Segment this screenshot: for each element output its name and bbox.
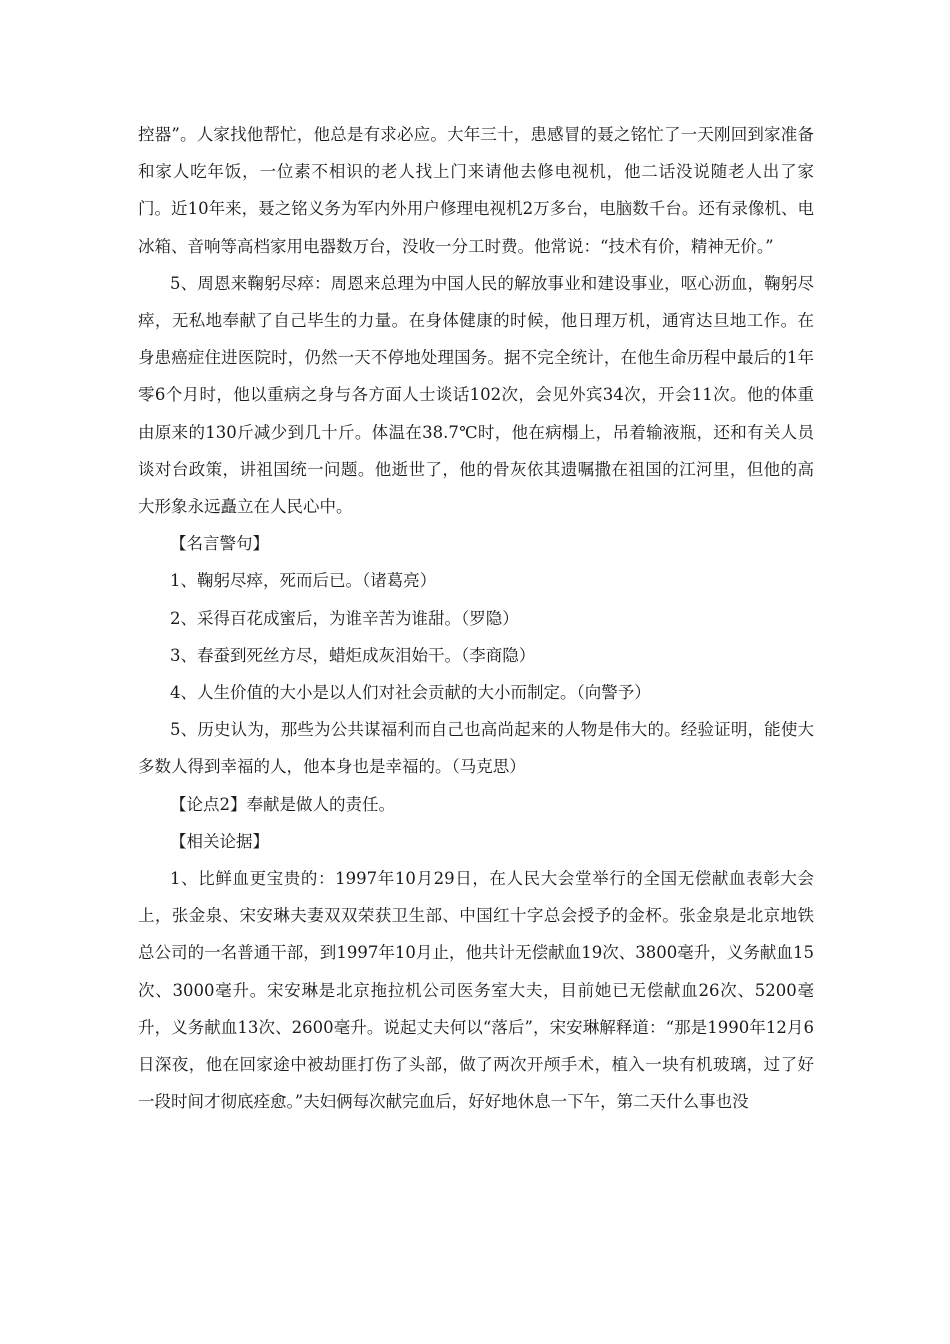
paragraph-blood-donation: 1、比鲜血更宝贵的：1997年10月29日，在人民大会堂举行的全国无偿献血表彰大会上，张金泉、宋安琳夫妻双双荣获卫生部、中国红十字总会授予的金杯。张金泉是北京地铁总公司的一名普通干部，到1997年10月止，他共计无偿献血19次、3800毫升，义务献血15次、3000毫升。宋安琳是北京拖拉机公司医务室大夫，目前她已无偿献血26次、5200毫升，义务献血13次、2600毫升。说起丈夫何以“落后”，宋安琳解释道：“那是1990年12月6日深夜，他在回家途中被劫匪打伤了头部，做了两次开颅手术，植入一块有机玻璃，过了好一段时间才彻底痊愈。”夫妇俩每次献完血后，好好地休息一下午，第二天什么事也没	[138, 869, 814, 1112]
paragraph-nie-zhiming-continued: 控器”。人家找他帮忙，他总是有求必应。大年三十，患感冒的聂之铭忙了一天刚回到家准备和家人吃年饭，一位素不相识的老人找上门来请他去修电视机，他二话没说随老人出了家门。近10年来，聂之铭义务为军内外用户修理电视机2万多台，电脑数千台。还有录像机、电冰箱、音响等高档家用电器数万台，没收一分工时费。他常说：“技术有价，精神无价。”	[138, 125, 814, 256]
quote-item-1: 1、鞠躬尽瘁，死而后已。（诸葛亮）	[170, 571, 437, 591]
argument-heading-2: 【论点2】奉献是做人的责任。	[170, 794, 395, 814]
section-heading-quotes: 【名言警句】	[170, 534, 269, 554]
quote-item-4: 4、人生价值的大小是以人们对社会贡献的大小而制定。（向警予）	[170, 683, 651, 703]
document-page	[138, 116, 814, 1120]
section-heading-evidence: 【相关论据】	[170, 831, 269, 851]
quote-item-2: 2、采得百花成蜜后，为谁辛苦为谁甜。（罗隐）	[170, 608, 519, 628]
quote-item-5: 5、历史认为，那些为公共谋福利而自己也高尚起来的人物是伟大的。经验证明，能使大多数人得到幸福的人，他本身也是幸福的。（马克思）	[138, 720, 814, 777]
paragraph-zhou-enlai: 5、周恩来鞠躬尽瘁：周恩来总理为中国人民的解放事业和建设事业，呕心沥血，鞠躬尽瘁，无私地奉献了自己毕生的力量。在身体健康的时候，他日理万机，通宵达旦地工作。在身患癌症住进医院时，仍然一天不停地处理国务。据不完全统计，在他生命历程中最后的1年零6个月时，他以重病之身与各方面人士谈话102次，会见外宾34次，开会11次。他的体重由原来的130斤减少到几十斤。体温在38.7℃时，他在病榻上，吊着输液瓶，还和有关人员谈对台政策，讲祖国统一问题。他逝世了，他的骨灰依其遗嘱撒在祖国的江河里，但他的高大形象永远矗立在人民心中。	[138, 273, 814, 517]
quote-item-3: 3、春蚕到死丝方尽，蜡炬成灰泪始干。（李商隐）	[170, 645, 536, 665]
